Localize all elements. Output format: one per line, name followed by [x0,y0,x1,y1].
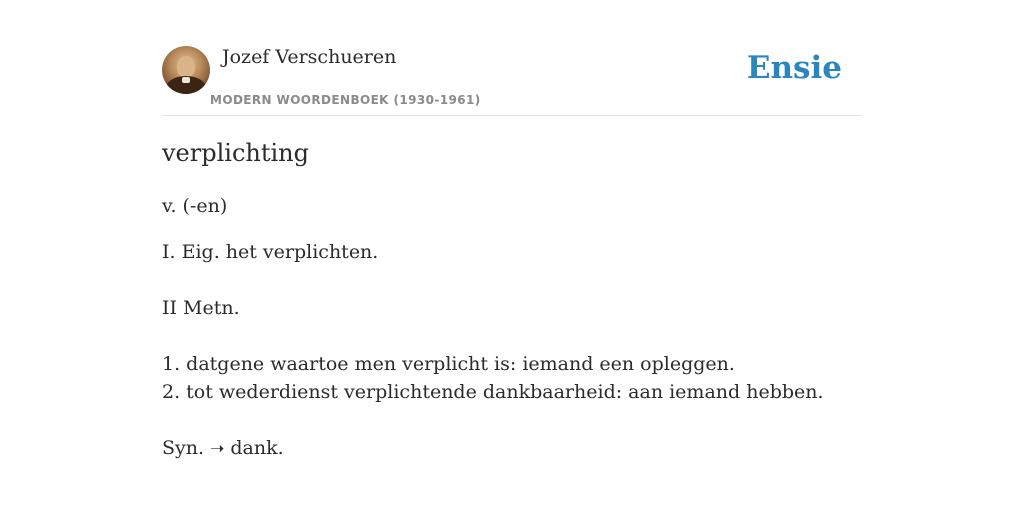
synonym-link[interactable]: dank. [230,437,284,459]
synonym-label: Syn. [162,437,205,459]
sense-1: I. Eig. het verplichten. [162,241,379,263]
arrow-right-icon: ➝ [210,439,225,459]
subsense-1: 1. datgene waartoe men verplicht is: iemand een opleggen. [162,353,735,375]
entry-card [162,0,862,512]
grammar-info: v. (-en) [162,195,228,217]
avatar-collar [182,77,190,83]
brand-logo[interactable]: Ensie [746,50,842,86]
sense-2: II Metn. [162,297,240,319]
entry-header [162,0,862,116]
avatar-face [177,56,195,78]
dictionary-source[interactable]: MODERN WOORDENBOEK (1930-1961) [210,93,481,107]
author-avatar[interactable] [162,46,210,94]
synonym-line [162,437,284,459]
author-name[interactable]: Jozef Verschueren [222,46,397,68]
subsense-2: 2. tot wederdienst verplichtende dankbaarheid: aan iemand hebben. [162,381,824,403]
headword: verplichting [162,139,309,167]
